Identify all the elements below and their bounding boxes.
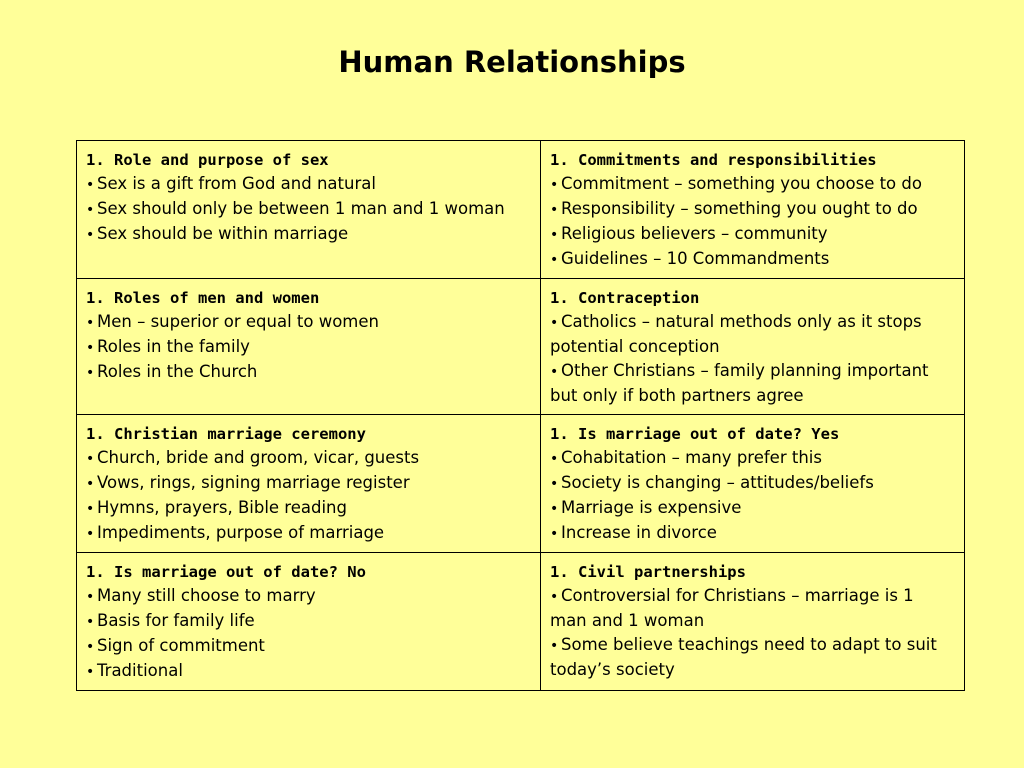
bullet-icon: • (550, 476, 559, 492)
topic-cell (77, 279, 541, 415)
bullet-icon: • (550, 227, 559, 243)
bullet-item: • Roles in the family (86, 335, 530, 360)
bullet-item: • Men – superior or equal to women (86, 310, 530, 335)
bullet-icon: • (86, 501, 95, 517)
bullet-item: • Traditional (86, 659, 530, 684)
bullet-icon: • (550, 177, 559, 193)
bullet-item: • Religious believers – community (550, 222, 954, 247)
topics-table (76, 140, 965, 691)
topic-heading: 1. Is marriage out of date? No (86, 563, 366, 581)
bullet-icon: • (86, 315, 95, 331)
bullet-icon: • (550, 252, 559, 268)
bullet-item: • Society is changing – attitudes/beliefs (550, 471, 954, 496)
topic-cell (541, 141, 965, 279)
bullet-icon: • (550, 315, 559, 331)
topic-cell (541, 279, 965, 415)
topic-heading: 1. Commitments and responsibilities (550, 151, 877, 169)
bullet-item: • Catholics – natural methods only as it stops potential conception (550, 312, 922, 356)
bullet-item: • Sex should be within marriage (86, 222, 530, 247)
topic-heading: 1. Christian marriage ceremony (86, 425, 366, 443)
bullet-icon: • (86, 202, 95, 218)
bullet-item: • Increase in divorce (550, 521, 954, 546)
bullet-item: • Commitment – something you choose to do (550, 172, 954, 197)
topic-cell (77, 141, 541, 279)
bullet-item: • Vows, rings, signing marriage register (86, 471, 530, 496)
bullet-item: • Responsibility – something you ought to do (550, 197, 954, 222)
topic-heading: 1. Is marriage out of date? Yes (550, 425, 840, 443)
bullet-icon: • (550, 638, 559, 654)
bullet-item: • Guidelines – 10 Commandments (550, 247, 954, 272)
bullet-item: • Many still choose to marry (86, 584, 530, 609)
topic-cell (541, 553, 965, 691)
bullet-icon: • (86, 340, 95, 356)
bullet-icon: • (86, 177, 95, 193)
bullet-icon: • (86, 614, 95, 630)
bullet-item: • Marriage is expensive (550, 496, 954, 521)
table-row (77, 279, 965, 415)
topic-cell (541, 415, 965, 553)
slide-title: Human Relationships (338, 45, 686, 79)
table-row (77, 415, 965, 553)
bullet-item: • Sex should only be between 1 man and 1 woman (86, 197, 530, 222)
table-row (77, 553, 965, 691)
topic-heading: 1. Roles of men and women (86, 289, 320, 307)
bullet-icon: • (550, 202, 559, 218)
bullet-icon: • (86, 664, 95, 680)
bullet-icon: • (86, 589, 95, 605)
bullet-item: • Impediments, purpose of marriage (86, 521, 530, 546)
topic-heading: 1. Civil partnerships (550, 563, 746, 581)
bullet-item: • Cohabitation – many prefer this (550, 446, 954, 471)
bullet-item: • Church, bride and groom, vicar, guests (86, 446, 530, 471)
bullet-icon: • (86, 365, 95, 381)
bullet-icon: • (86, 526, 95, 542)
bullet-icon: • (86, 451, 95, 467)
topic-heading: 1. Role and purpose of sex (86, 151, 329, 169)
table-row (77, 141, 965, 279)
bullet-item: • Basis for family life (86, 609, 530, 634)
bullet-item: • Hymns, prayers, Bible reading (86, 496, 530, 521)
bullet-icon: • (550, 501, 559, 517)
bullet-icon: • (550, 451, 559, 467)
topic-cell (77, 553, 541, 691)
bullet-icon: • (86, 227, 95, 243)
topic-cell (77, 415, 541, 553)
bullet-item: • Sex is a gift from God and natural (86, 172, 530, 197)
bullet-icon: • (550, 364, 559, 380)
bullet-item: • Controversial for Christians – marriage is 1 man and 1 woman (550, 586, 914, 630)
bullet-icon: • (86, 639, 95, 655)
bullet-icon: • (86, 476, 95, 492)
topic-heading: 1. Contraception (550, 289, 700, 307)
bullet-icon: • (550, 589, 559, 605)
bullet-icon: • (550, 526, 559, 542)
bullet-item: • Roles in the Church (86, 360, 530, 385)
bullet-item: • Sign of commitment (86, 634, 530, 659)
bullet-item: • Other Christians – family planning important but only if both partners agree (550, 361, 929, 405)
bullet-item: • Some believe teachings need to adapt to suit today’s society (550, 635, 937, 679)
